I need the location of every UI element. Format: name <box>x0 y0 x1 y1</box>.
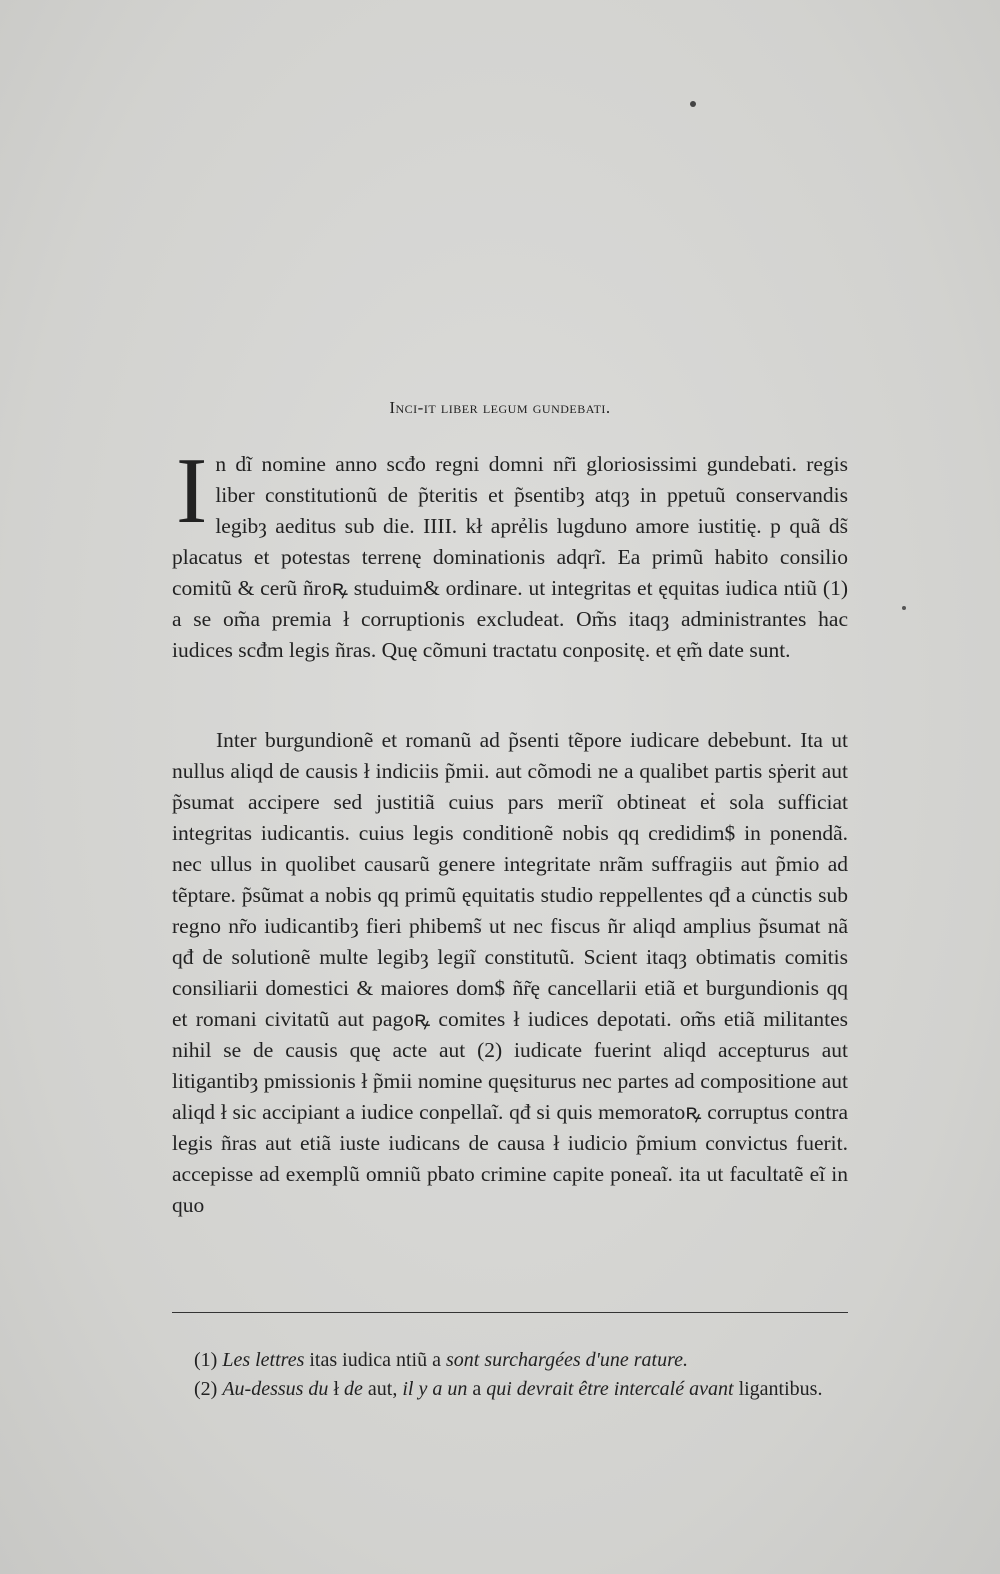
footnote-text: de <box>344 1378 363 1400</box>
paragraph-2: Inter burgundionẽ et romanũ ad p̃senti tẽpore iudicare debebunt. Ita ut nullus aliqd de causis ł indiciis p̃mii. aut cõmodi ne a qualibet partis sṗerit aut p̃sumat accipere sed justitiã cuius pars meriĩ obtineat eṫ sola sufficiat integritas iudicantis. cuius legis conditionẽ nobis qq credidim$ in ponendã. nec ullus in quolibet causarũ genere integritate nrãm suffragiis aut p̃mio ad tẽptare. p̃sũmat a nobis qq primũ ęquitatis studio reppellentes qđ a cu̇nctis sub regno nr̃o iudicantibȝ fieri phibems̃ ut nec fiscus ñr aliqd amplius p̃sumat nã qđ de solutionẽ multe legibȝ legiĩ constitutũ. Scient itaqȝ obtimatis comitis consiliarii domestici & maiores dom$ ñr̃ę cancellarii etiã et burgundionis qq et romani civitatũ aut pagoꝶ comites ł iudices depotati. om̃s etiã militantes nihil se de causis quę acte aut (2) iudicate fuerint aliqd accepturus aut litigantibȝ pmissionis ł p̃mii nomine quęsiturus nec partes ad compositione aut aliqd ł sic accipiant a iudice conpellaĩ. qđ si quis memoratoꝶ corruptus contra legis ñras aut etiã iuste iudicans de causa ł iudicio p̃mium convictus fuerit. accepisse ad exemplũ omniũ pbato crimine capite poneaĩ. ita ut facultatẽ eĩ in quo <box>172 728 848 1217</box>
paragraph-1 <box>172 439 848 666</box>
footnote-2 <box>172 1375 848 1404</box>
footnote-text: Au-dessus du <box>222 1378 329 1400</box>
drop-cap: I <box>176 439 208 543</box>
footnote-text: Les lettres <box>222 1349 305 1371</box>
footnote-number: (2) <box>194 1378 218 1400</box>
footnote-1 <box>172 1346 848 1375</box>
paragraph-1-text: n dĩ nomine anno scđo regni domni nr̃i gloriosissimi gundebati. regis liber constitutionũ de p̃teritis et p̃sentibȝ atqȝ in ppetuũ conservandis legibȝ aeditus sub die. IIII. kł aprẻlis lugduno amore iustitię. p quã ds̃ placatus et potestas terrenę dominationis adqrĩ. Ea primũ habito consilio comitũ & cerũ ñroꝶ studuim& ordinare. ut integritas et ęquitas iudica ntiũ (1) a se om̃a premia ł corruptionis excludeat. Om̃s itaqȝ administrantes hac iudices scđm legis ñras. Quę cõmuni tractatu conpositę. et ęm̃ date sunt. <box>172 452 848 662</box>
footnote-text: aut, <box>367 1378 398 1400</box>
footnote-text: il y a un <box>402 1378 468 1400</box>
footnote-divider <box>172 1312 848 1313</box>
footnote-text: sont surchargées d'une rature. <box>446 1349 689 1371</box>
footnote-text: ł <box>333 1378 339 1400</box>
footnote-text: itas iudica ntiũ a <box>309 1349 441 1371</box>
footnote-number: (1) <box>194 1349 218 1371</box>
footnote-text: qui devrait être intercalé avant <box>486 1378 734 1400</box>
footnotes <box>172 1346 848 1404</box>
footnote-text: a <box>472 1378 482 1400</box>
section-heading: Inci-it liber legum gundebati. <box>389 398 611 417</box>
footnote-text: ligantibus. <box>738 1378 823 1400</box>
ink-speck <box>690 101 696 107</box>
ink-speck <box>902 606 906 610</box>
